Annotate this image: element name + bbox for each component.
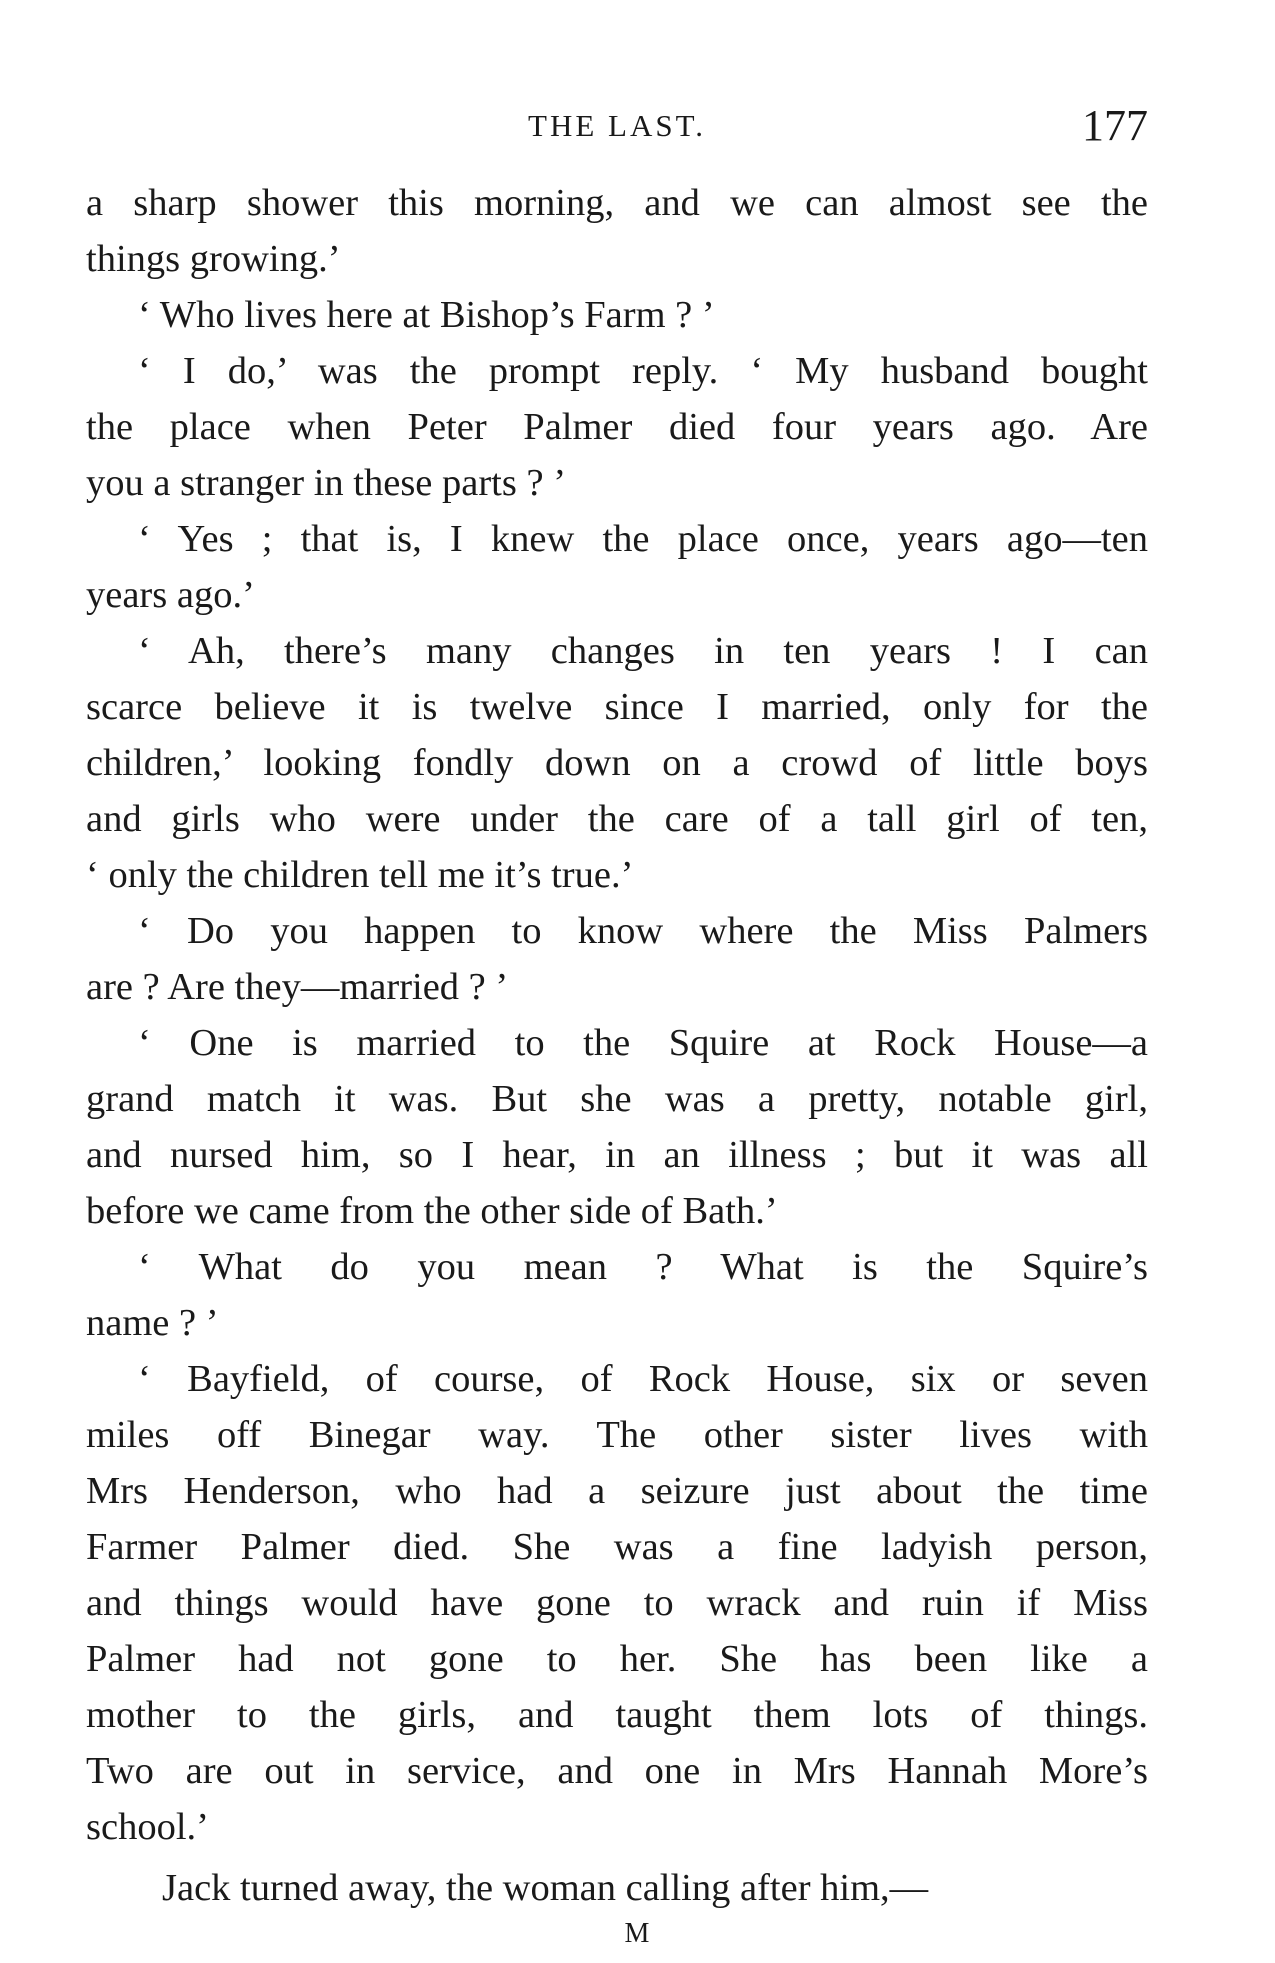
- signature-mark: M: [624, 1918, 651, 1949]
- text-line: scarce believe it is twelve since I married, only for the: [86, 686, 1148, 728]
- text-line: ‘ Yes ; that is, I knew the place once, years ago—ten: [138, 518, 1148, 560]
- text-line: and girls who were under the care of a tall girl of ten,: [86, 798, 1148, 840]
- text-line: school.’: [86, 1806, 209, 1848]
- text-line: a sharp shower this morning, and we can almost see the: [86, 182, 1148, 224]
- text-line: ‘ Who lives here at Bishop’s Farm ? ’: [138, 294, 715, 336]
- text-line: Mrs Henderson, who had a seizure just about the time: [86, 1470, 1148, 1512]
- text-line: ‘ Do you happen to know where the Miss Palmers: [138, 910, 1148, 952]
- running-head: [86, 100, 1148, 150]
- text-line: Two are out in service, and one in Mrs Hannah More’s: [86, 1750, 1148, 1792]
- text-line: ‘ Bayfield, of course, of Rock House, six or seven: [138, 1358, 1148, 1400]
- body-text: [86, 175, 1148, 1916]
- text-line: are ? Are they—married ? ’: [86, 966, 509, 1008]
- text-line: ‘ I do,’ was the prompt reply. ‘ My husband bought: [138, 350, 1148, 392]
- text-line: grand match it was. But she was a pretty, notable girl,: [86, 1078, 1148, 1120]
- text-line: before we came from the other side of Bath.’: [86, 1190, 778, 1232]
- running-title: THE LAST.: [528, 108, 706, 143]
- text-line: children,’ looking fondly down on a crowd of little boys: [86, 742, 1148, 784]
- text-line: and nursed him, so I hear, in an illness ; but it was all: [86, 1134, 1148, 1176]
- text-line: Jack turned away, the woman calling after him,—: [162, 1867, 929, 1909]
- text-line: name ? ’: [86, 1302, 219, 1344]
- text-line: Palmer had not gone to her. She has been like a: [86, 1638, 1148, 1680]
- text-line: things growing.’: [86, 238, 341, 280]
- text-line: Farmer Palmer died. She was a fine ladyish person,: [86, 1526, 1148, 1568]
- page-number: 177: [1082, 101, 1148, 150]
- text-line: you a stranger in these parts ? ’: [86, 462, 567, 504]
- text-line: ‘ Ah, there’s many changes in ten years ! I can: [138, 630, 1148, 672]
- text-line: ‘ What do you mean ? What is the Squire’s: [138, 1246, 1148, 1288]
- text-line: years ago.’: [86, 574, 255, 616]
- text-line: ‘ One is married to the Squire at Rock House—a: [138, 1022, 1148, 1064]
- text-line: and things would have gone to wrack and ruin if Miss: [86, 1582, 1148, 1624]
- text-line: mother to the girls, and taught them lots of things.: [86, 1694, 1148, 1736]
- text-line: the place when Peter Palmer died four years ago. Are: [86, 406, 1148, 448]
- text-line: miles off Binegar way. The other sister lives with: [86, 1414, 1148, 1456]
- text-line: ‘ only the children tell me it’s true.’: [86, 854, 634, 896]
